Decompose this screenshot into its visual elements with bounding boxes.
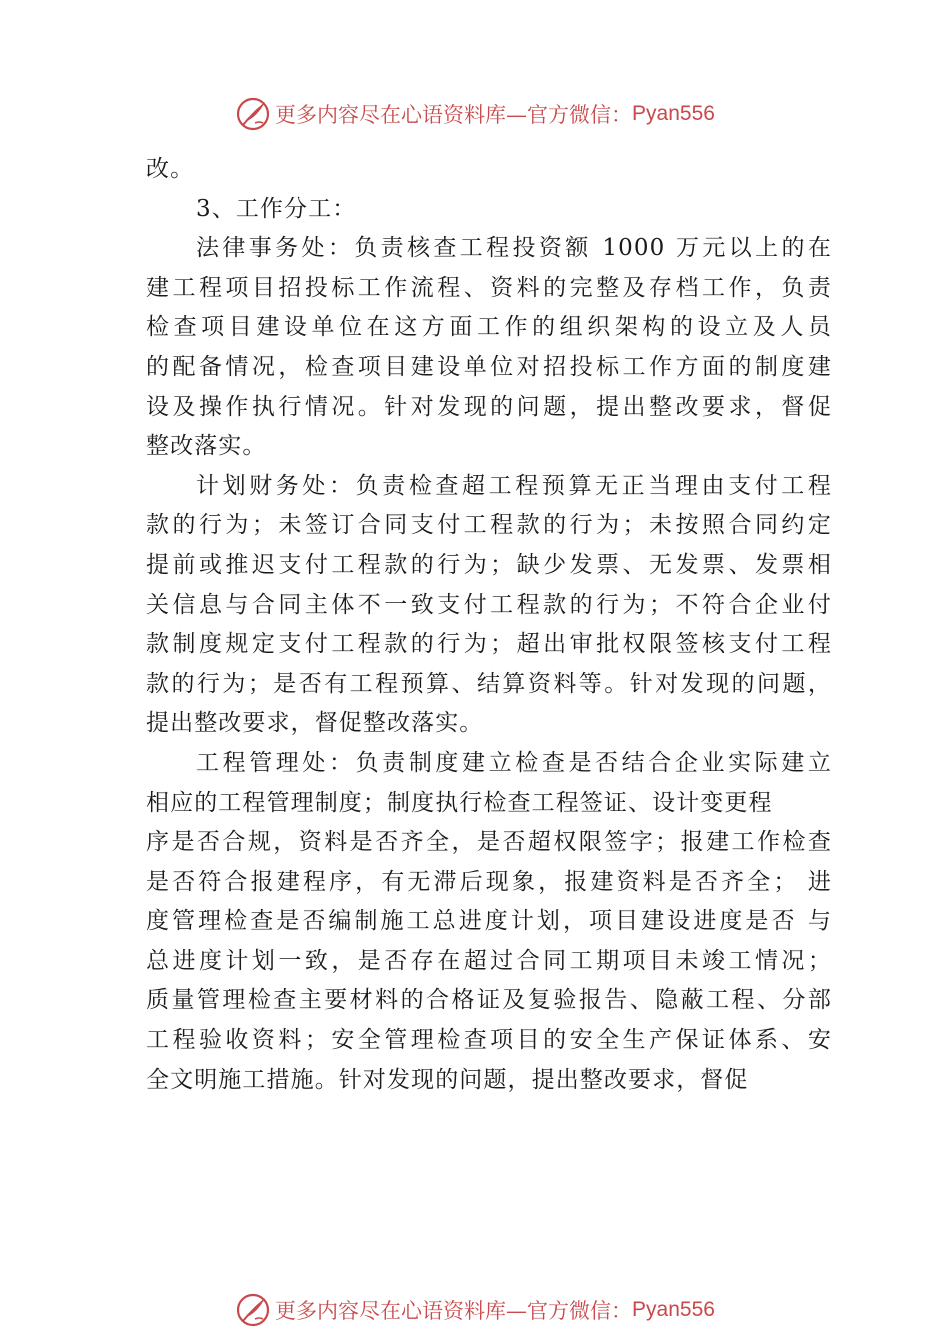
banner-text: 更多内容尽在心语资料库—官方微信： (275, 103, 633, 127)
quill-logo-icon (235, 1292, 271, 1328)
text-line: 改。 (146, 156, 195, 182)
text-line: 总进度计划一致，是否存在超过合同工期项目未竣工情况； (146, 947, 832, 974)
text-line: 款的行为；是否有工程预算、结算资料等。针对发现的问题， (146, 670, 832, 697)
text-line: 检查项目建设单位在这方面工作的组织架构的设立及人员 (146, 314, 832, 341)
text-line: 提出整改要求，督促整改落实。 (146, 710, 484, 737)
text-line: 度管理检查是否编制施工总进度计划，项目建设进度是否 与 (146, 908, 832, 935)
text-line: 3、工作分工： (196, 195, 357, 222)
text-line: 质量管理检查主要材料的合格证及复验报告、隐蔽工程、分部 (146, 987, 832, 1014)
document-body (146, 150, 832, 1100)
text-line: 计划财务处：负责检查超工程预算无正当理由支付工程 (196, 472, 832, 499)
text-line: 工程验收资料；安全管理检查项目的安全生产保证体系、安 (146, 1027, 832, 1054)
text-line: 法律事务处：负责核查工程投资额 1000 万元以上的在 (196, 235, 832, 262)
footer-banner (0, 1292, 950, 1328)
header-banner (0, 96, 950, 132)
banner-text: 更多内容尽在心语资料库—官方微信： (275, 1299, 633, 1323)
text-line: 全文明施工措施。针对发现的问题，提出整改要求，督促 (146, 1066, 749, 1093)
text-line: 的配备情况，检查项目建设单位对招投标工作方面的制度建 (146, 353, 832, 380)
text-line: 提前或推迟支付工程款的行为；缺少发票、无发票、发票相 (146, 551, 832, 578)
banner-wechat-id: Pyan556 (632, 1298, 715, 1321)
text-line: 款的行为；未签订合同支付工程款的行为；未按照合同约定 (146, 512, 832, 539)
banner-wechat-id: Pyan556 (632, 102, 715, 125)
text-line: 工程管理处：负责制度建立检查是否结合企业实际建立 (196, 749, 832, 776)
text-line: 款制度规定支付工程款的行为；超出审批权限签核支付工程 (146, 631, 832, 658)
text-line: 相应的工程管理制度；制度执行检查工程签证、设计变更程 (146, 789, 773, 816)
text-line: 序是否合规，资料是否齐全，是否超权限签字；报建工作检查 (146, 829, 832, 856)
text-line: 整改落实。 (146, 433, 267, 460)
text-line: 设及操作执行情况。针对发现的问题，提出整改要求，督促 (146, 393, 832, 420)
text-line: 建工程项目招投标工作流程、资料的完整及存档工作，负责 (146, 274, 832, 301)
quill-logo-icon (235, 96, 271, 132)
text-line: 是否符合报建程序，有无滞后现象，报建资料是否齐全； 进 (146, 868, 832, 895)
text-line: 关信息与合同主体不一致支付工程款的行为；不符合企业付 (146, 591, 832, 618)
